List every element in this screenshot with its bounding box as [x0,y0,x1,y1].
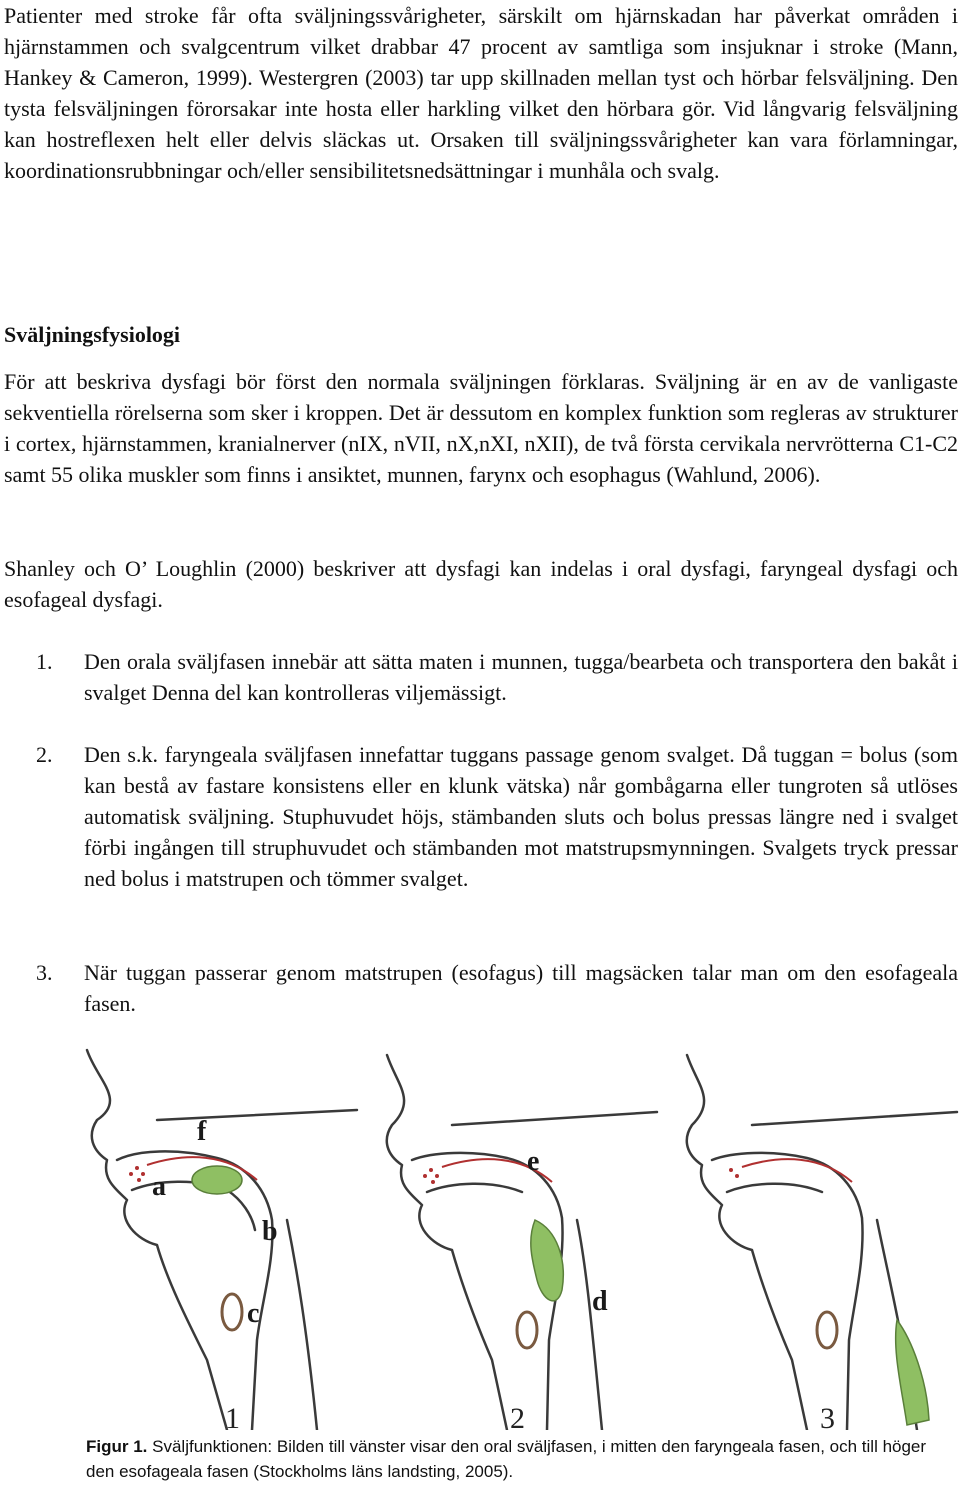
intro-paragraph: Patienter med stroke får ofta sväljningssvårigheter, särskilt om hjärnskadan har påverkat områden i hjärnstammen och svalgcentrum vilket drabbar 47 procent av samtliga som insjuknar i stroke (Mann, Hankey & Cameron, 1999). Westergren (2003) tar upp skillnaden mellan tyst och hörbar felsväljning. Den tysta felsväljningen förorsakar inte hosta eller harkling vilket den hörbara gör. Vid långvarig felsväljning kan hostreflexen helt eller delvis släckas ut. Orsaken till sväljningssvårigheter kan vara förlamningar, koordinationsrubbningar och/eller sensibilitetsnedsättningar i munhåla och svalg. [4,3,958,183]
physiology-paragraph: För att beskriva dysfagi bör först den normala sväljningen förklaras. Sväljning är en av de vanligaste sekventiella rörelserna som sker i kroppen. Det är dessutom en komplex funktion som regleras av strukturer i cortex, hjärnstammen, kranialnerver (nIX, nVII, nX,nXI, nXII), de två första cervikala nervrötterna C1-C2 samt 55 olika muskler som finns i ansiktet, munnen, farynx och esophagus (Wahlund, 2006). [4,369,958,487]
panel-number-2: 2 [510,1402,525,1435]
swallowing-figure [57,1040,960,1430]
list-number-3: 3. [36,960,53,985]
label-e: e [527,1146,540,1177]
caption-text: Sväljfunktionen: Bilden till vänster visar den oral sväljfasen, i mitten den faryngeala fasen, och till höger den esofageala fasen (Stockholms läns landsting, 2005). [86,1437,927,1481]
label-f: f [197,1116,207,1147]
label-b: b [262,1216,278,1247]
section-heading: Sväljningsfysiologi [4,322,181,347]
panel-number-3: 3 [820,1402,835,1435]
bolus-pharyngeal [531,1220,563,1301]
figure-caption [86,1434,956,1484]
bolus-esophageal [896,1320,929,1425]
list-item-pharyngeal-phase: Den s.k. faryngeala sväljfasen innefattar tuggans passage genom svalget. Då tuggan = bolus (som kan bestå av fastare konsistens eller en klunk vätska) når gombågarna eller tungroten så utlöses automatisk sväljning. Stuphuvudet höjs, stämbanden sluts och bolus pressas längre ned i svalget förbi ingången till struphuvudet och stämbanden mot matstrupsmynningen. Svalgets tryck pressar ned bolus i matstrupen och tömmer svalget. [84,742,958,891]
caption-label: Figur 1. [86,1437,148,1456]
list-number-2: 2. [36,742,53,767]
label-d: d [592,1286,608,1317]
list-number-1: 1. [36,649,53,674]
dysphagia-paragraph: Shanley och O’ Loughlin (2000) beskriver att dysfagi kan indelas i oral dysfagi, faryngeal dysfagi och esofageal dysfagi. [4,556,958,612]
label-c: c [247,1298,260,1329]
panel-oral-phase [87,1050,357,1430]
bolus-oral [192,1166,242,1194]
list-item-oral-phase: Den orala sväljfasen innebär att sätta maten i munnen, tugga/bearbeta och transportera den bakåt i svalget Denna del kan kontrolleras viljemässigt. [84,649,958,705]
label-a: a [152,1171,166,1202]
panel-pharyngeal-phase [387,1055,657,1430]
panel-number-1: 1 [225,1402,240,1435]
list-item-esophageal-phase: När tuggan passerar genom matstrupen (esofagus) till magsäcken talar man om den esofageala fasen. [84,960,958,1016]
